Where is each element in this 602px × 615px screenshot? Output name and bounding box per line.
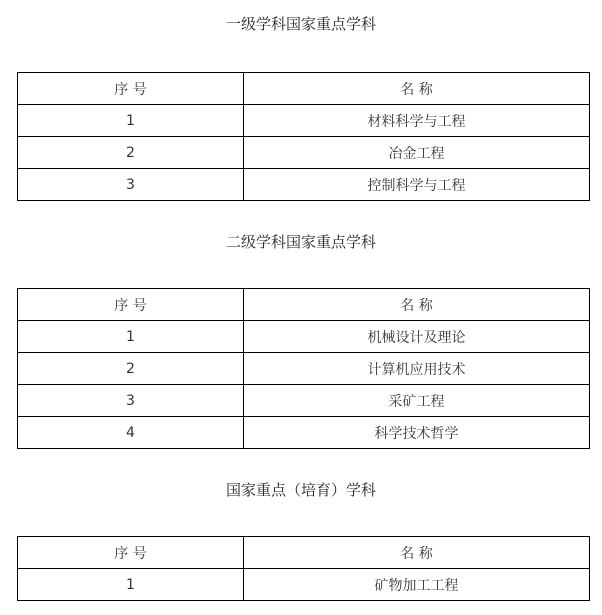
section-title-second-level: 二级学科国家重点学科: [225, 233, 376, 251]
table-row: [18, 353, 590, 385]
table-row: [18, 321, 590, 353]
row-number: 2: [18, 137, 244, 169]
row-number: 1: [18, 321, 244, 353]
row-number: 1: [18, 569, 244, 601]
table-header-row: [18, 73, 590, 105]
row-number: 3: [18, 385, 244, 417]
row-name: 机械设计及理论: [244, 321, 590, 353]
row-name: 计算机应用技术: [244, 353, 590, 385]
row-name: 科学技术哲学: [244, 417, 590, 449]
header-name: 名 称: [244, 537, 590, 569]
table-header-row: [18, 289, 590, 321]
header-number: 序 号: [18, 73, 244, 105]
row-number: 1: [18, 105, 244, 137]
row-number: 3: [18, 169, 244, 201]
section-title-cultivated: 国家重点（培育）学科: [225, 481, 376, 499]
table-row: [18, 385, 590, 417]
row-number: 2: [18, 353, 244, 385]
header-name: 名 称: [244, 289, 590, 321]
row-number: 4: [18, 417, 244, 449]
table-row: [18, 569, 590, 601]
row-name: 材料科学与工程: [244, 105, 590, 137]
row-name: 采矿工程: [244, 385, 590, 417]
table-header-row: [18, 537, 590, 569]
row-name: 控制科学与工程: [244, 169, 590, 201]
header-number: 序 号: [18, 537, 244, 569]
table-row: [18, 105, 590, 137]
header-number: 序 号: [18, 289, 244, 321]
table-row: [18, 137, 590, 169]
second-level-disciplines-table: [17, 288, 590, 449]
table-row: [18, 417, 590, 449]
table-row: [18, 169, 590, 201]
row-name: 冶金工程: [244, 137, 590, 169]
section-title-first-level: 一级学科国家重点学科: [225, 15, 376, 33]
first-level-disciplines-table: [17, 72, 590, 201]
cultivated-disciplines-table: [17, 536, 590, 601]
header-name: 名 称: [244, 73, 590, 105]
row-name: 矿物加工工程: [244, 569, 590, 601]
